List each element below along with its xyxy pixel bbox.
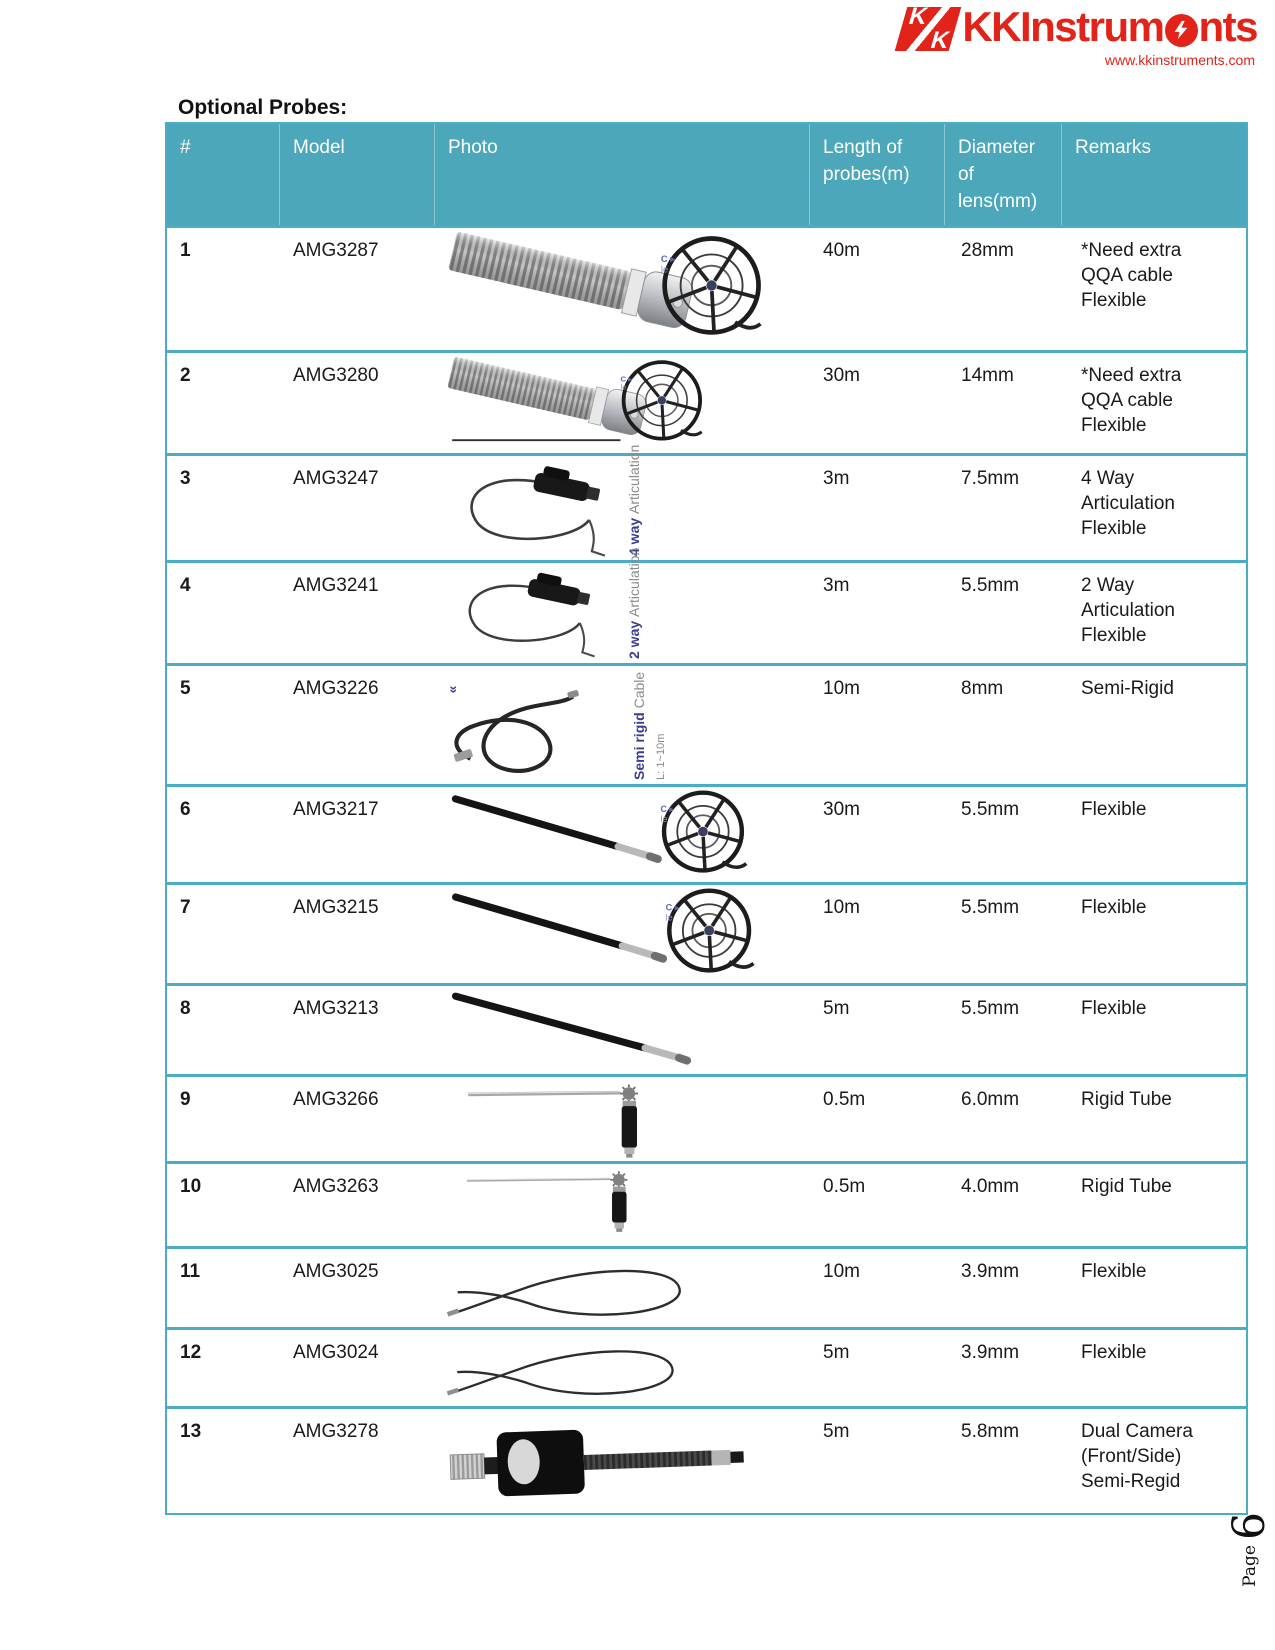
probe-photo-svg: [443, 1252, 803, 1318]
probe-photo: [435, 885, 810, 983]
remarks-line: *Need extra: [1081, 365, 1182, 386]
diameter-cell: 5.5mm: [961, 799, 1020, 820]
model-cell: AMG3287: [293, 240, 379, 261]
brand-wordmark: [962, 4, 1257, 50]
flexible-probe-shaft: [447, 226, 694, 330]
flexible-rod: [456, 996, 688, 1060]
remarks-cell: [1062, 353, 1246, 453]
remarks-line: Flexible: [1081, 897, 1147, 918]
probe-photo: [435, 666, 810, 784]
photo-vertical-label: 2 way Articulation: [626, 547, 642, 659]
svg-text:le: le: [665, 912, 673, 923]
photo-vertical-label: Semi rigid Cable: [631, 671, 647, 780]
probe-photo-svg: [443, 888, 803, 974]
length-cell: 0.5m: [823, 1176, 866, 1197]
length-cell: 30m: [823, 365, 860, 386]
remarks-line: Rigid Tube: [1081, 1176, 1172, 1197]
diameter-cell: 3.9mm: [961, 1342, 1020, 1363]
diameter-cell: 3.9mm: [961, 1261, 1020, 1282]
remarks-line: Articulation: [1081, 600, 1175, 621]
model-cell: AMG3280: [293, 365, 379, 386]
row-number: 1: [180, 240, 191, 261]
length-cell: 5m: [823, 998, 850, 1019]
length-cell: 10m: [823, 1261, 860, 1282]
probe-photo-svg: [443, 231, 803, 339]
remarks-line: Rigid Tube: [1081, 1089, 1172, 1110]
remarks-cell: [1062, 228, 1246, 350]
diameter-cell: 8mm: [961, 678, 1004, 699]
remarks-line: Semi-Regid: [1081, 1471, 1181, 1492]
column-header-length: Length of probes(m): [810, 124, 945, 225]
cable-reel-icon: [666, 891, 754, 971]
remarks-line: Flexible: [1081, 1342, 1147, 1363]
diameter-cell: 6.0mm: [961, 1089, 1020, 1110]
model-cell: AMG3247: [293, 468, 379, 489]
row-number: 2: [180, 365, 191, 386]
monogram-k-bottom: K: [927, 27, 953, 54]
remarks-line: *Need extra: [1081, 240, 1182, 261]
remarks-line: 2 Way: [1081, 575, 1135, 596]
row-number: 3: [180, 468, 191, 489]
row-number: 11: [180, 1261, 201, 1282]
table-row: [167, 882, 1246, 983]
cable-reel-icon: [661, 793, 747, 871]
row-number: 8: [180, 998, 191, 1019]
brand-website: www.kkinstruments.com: [1104, 52, 1255, 68]
column-header-remarks: Remarks: [1075, 137, 1152, 158]
articulating-probe: [472, 464, 605, 555]
diameter-cell: 4.0mm: [961, 1176, 1020, 1197]
column-header-diameter: Diameter of lens(mm): [945, 124, 1062, 225]
optional-probes-table: [165, 122, 1248, 1515]
remarks-cell: [1062, 1330, 1246, 1406]
diameter-cell: 5.5mm: [961, 998, 1020, 1019]
monogram-k-top: K: [906, 3, 932, 30]
length-cell: 40m: [823, 240, 860, 261]
table-row: [167, 784, 1246, 882]
probe-photo: [435, 1330, 810, 1406]
model-cell: AMG3213: [293, 998, 379, 1019]
table-row: [167, 1074, 1246, 1161]
brand-logo: [901, 4, 1257, 68]
remarks-line: (Front/Side): [1081, 1446, 1182, 1467]
page-number-label: Page: [1240, 1545, 1260, 1587]
remarks-cell: [1062, 456, 1246, 560]
model-cell: AMG3215: [293, 897, 379, 918]
model-cell: AMG3266: [293, 1089, 379, 1110]
length-cell: 30m: [823, 799, 860, 820]
remarks-line: Flexible: [1081, 1261, 1147, 1282]
remarks-cell: [1062, 1249, 1246, 1327]
remarks-line: Flexible: [1081, 415, 1147, 436]
table-row: [167, 225, 1246, 350]
diameter-cell: 14mm: [961, 365, 1014, 386]
remarks-line: QQA cable: [1081, 265, 1173, 286]
probe-photo-svg: [443, 669, 803, 777]
probe-photo: [435, 353, 810, 453]
table-row: [167, 1327, 1246, 1406]
remarks-line: 4 Way: [1081, 468, 1135, 489]
probe-photo-svg: [443, 1412, 803, 1506]
probe-photo: [435, 1409, 810, 1513]
diameter-cell: 28mm: [961, 240, 1014, 261]
remarks-cell: [1062, 1409, 1246, 1513]
probe-photo-svg: [443, 989, 803, 1065]
photo-vertical-sublabel: L: 1~10m: [655, 733, 667, 780]
row-number: 6: [180, 799, 191, 820]
remarks-line: Flexible: [1081, 290, 1147, 311]
probe-photo: [435, 787, 810, 882]
length-cell: 3m: [823, 575, 850, 596]
column-header-number: #: [167, 124, 280, 225]
probe-photo-svg: [443, 1333, 803, 1397]
table-row: [167, 1406, 1246, 1513]
table-row: [167, 547, 1246, 663]
model-cell: AMG3025: [293, 1261, 379, 1282]
probe-photo-svg: [443, 1080, 803, 1154]
remarks-line: Flexible: [1081, 625, 1147, 646]
probe-photo: [435, 986, 810, 1074]
thin-flexible-cable: [448, 1271, 680, 1315]
remarks-line: Flexible: [1081, 998, 1147, 1019]
row-number: 5: [180, 678, 191, 699]
diameter-cell: 7.5mm: [961, 468, 1020, 489]
remarks-cell: [1062, 1077, 1246, 1161]
probe-photo: [435, 547, 810, 663]
svg-text:le: le: [620, 382, 627, 392]
row-number: 13: [180, 1421, 202, 1442]
remarks-cell: [1062, 885, 1246, 983]
probe-photo: [435, 228, 810, 350]
remarks-cell: [1062, 1164, 1246, 1246]
row-number: 10: [180, 1176, 202, 1197]
row-number: 9: [180, 1089, 191, 1110]
brand-text-start: KKInstrum: [962, 3, 1164, 50]
lightning-bolt-icon: [1165, 14, 1198, 47]
svg-text:C ▸: C ▸: [660, 804, 674, 815]
remarks-cell: [1062, 563, 1246, 663]
model-cell: AMG3263: [293, 1176, 379, 1197]
page-title: Optional Probes:: [178, 96, 348, 119]
articulating-probe: [470, 571, 595, 657]
length-cell: 10m: [823, 678, 860, 699]
page-number: [1224, 1512, 1275, 1587]
remarks-line: Dual Camera: [1081, 1421, 1193, 1442]
probe-photo: [435, 1077, 810, 1161]
remarks-cell: [1062, 666, 1246, 784]
probe-photo-svg: [443, 790, 803, 874]
row-number: 4: [180, 575, 191, 596]
lightning-bolt-glyph: [1170, 19, 1192, 41]
thin-flexible-cable: [447, 1351, 672, 1393]
probe-photo: [435, 1164, 810, 1246]
model-cell: AMG3226: [293, 678, 379, 699]
diameter-cell: 5.5mm: [961, 897, 1020, 918]
photo-marks: »: [446, 685, 463, 692]
flexible-rod: [455, 799, 657, 859]
model-cell: AMG3217: [293, 799, 379, 820]
remarks-line: Flexible: [1081, 518, 1147, 539]
remarks-line: Flexible: [1081, 799, 1147, 820]
row-number: 7: [180, 897, 191, 918]
brand-logo-row: [901, 3, 1257, 54]
remarks-cell: [1062, 986, 1246, 1074]
remarks-line: Articulation: [1081, 493, 1175, 514]
remarks-line: Semi-Rigid: [1081, 678, 1174, 699]
diameter-cell: 5.5mm: [961, 575, 1020, 596]
table-row: [167, 983, 1246, 1074]
column-header-model: Model: [280, 124, 435, 225]
model-cell: AMG3241: [293, 575, 379, 596]
table-header-row: [167, 124, 1246, 225]
brand-text-end: nts: [1198, 3, 1257, 50]
model-cell: AMG3024: [293, 1342, 379, 1363]
probe-photo-svg: [443, 1167, 803, 1237]
table-body: [167, 225, 1246, 1513]
probe-photo: [435, 444, 810, 560]
rigid-tube-probe: [467, 1171, 627, 1232]
svg-text:C ▸: C ▸: [665, 902, 680, 913]
diameter-cell: 5.8mm: [961, 1421, 1020, 1442]
length-cell: 3m: [823, 468, 850, 489]
model-cell: AMG3278: [293, 1421, 379, 1442]
row-number: 12: [180, 1342, 202, 1363]
probe-photo: [435, 1249, 810, 1327]
rigid-tube-probe: [468, 1085, 638, 1158]
probe-photo-svg: [443, 459, 803, 553]
page-number-value: 6: [1224, 1512, 1275, 1540]
svg-text:le: le: [660, 813, 668, 824]
table-row: [167, 350, 1246, 453]
probe-photo-svg: [443, 566, 803, 654]
kk-monogram-icon: [895, 3, 962, 54]
flexible-rod: [456, 897, 663, 959]
dual-camera-probe: [449, 1424, 744, 1498]
length-cell: 5m: [823, 1421, 850, 1442]
svg-text:C ▸: C ▸: [660, 252, 675, 264]
table-row: [167, 1161, 1246, 1246]
length-cell: 0.5m: [823, 1089, 866, 1110]
svg-text:C ▸: C ▸: [620, 374, 633, 384]
remarks-line: QQA cable: [1081, 390, 1173, 411]
table-row: [167, 444, 1246, 560]
table-row: [167, 663, 1246, 784]
probe-photo-svg: [443, 356, 803, 444]
photo-vertical-label: 4 way Articulation: [626, 444, 642, 556]
table-row: [167, 1246, 1246, 1327]
flexible-probe-shaft: [446, 352, 648, 437]
remarks-cell: [1062, 787, 1246, 882]
semi-rigid-cable: [453, 690, 579, 771]
svg-text:le: le: [660, 263, 669, 275]
length-cell: 5m: [823, 1342, 850, 1363]
length-cell: 10m: [823, 897, 860, 918]
column-header-photo: Photo: [435, 124, 810, 225]
